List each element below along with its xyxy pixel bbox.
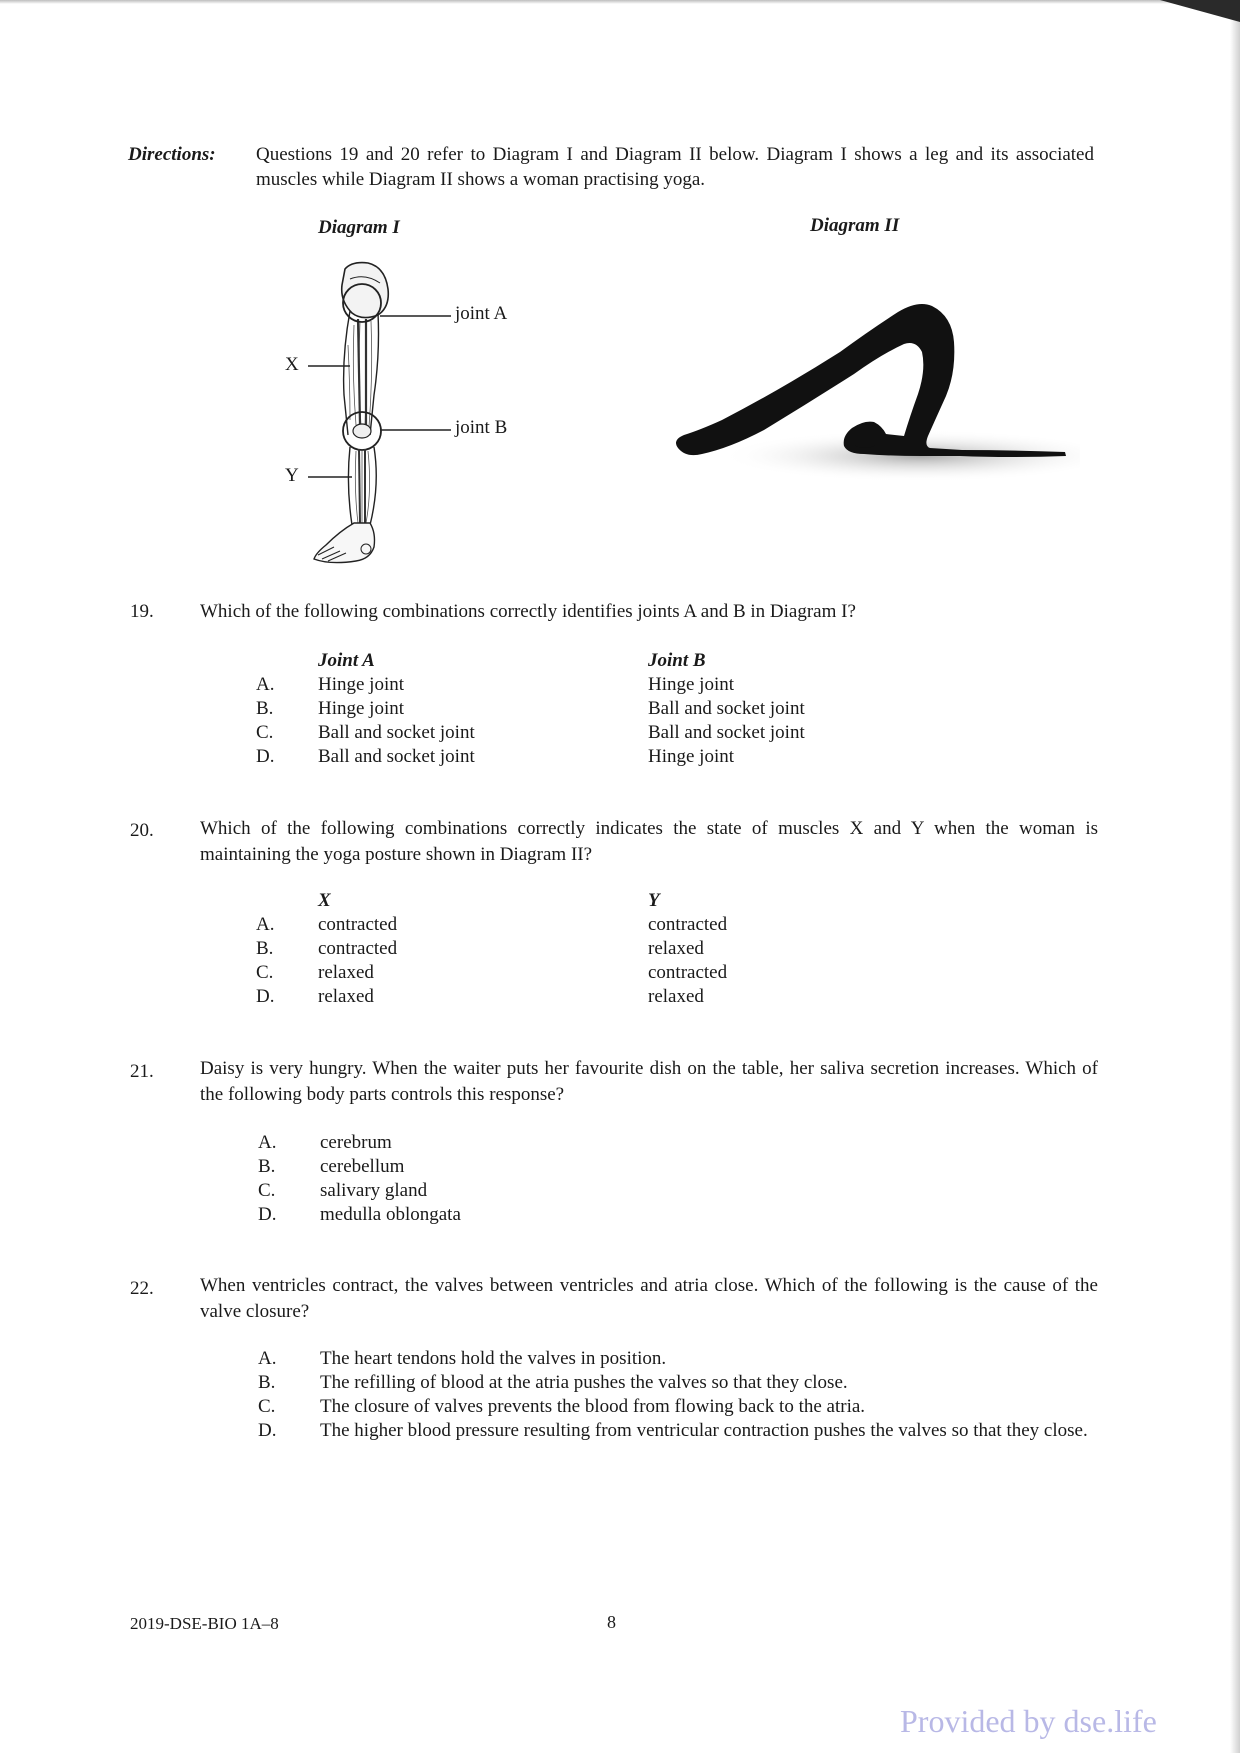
option-text: The higher blood pressure resulting from ventricular contraction pushes the valves so that they close. <box>320 1420 1088 1441</box>
option-letter: A. <box>256 914 275 935</box>
q21-number: 21. <box>130 1061 154 1082</box>
option-letter: C. <box>258 1396 276 1417</box>
q22-options <box>256 1347 1100 1443</box>
muscle-x-label: X <box>285 354 299 375</box>
option-muscle-x: relaxed <box>318 986 374 1007</box>
option-text: The refilling of blood at the atria pushes the valves so that they close. <box>320 1372 848 1393</box>
q19-col2-header: Joint B <box>648 650 706 671</box>
muscle-y-label: Y <box>285 465 299 486</box>
option-muscle-y: contracted <box>648 914 728 935</box>
option-muscle-x: contracted <box>318 938 398 959</box>
directions-text: Questions 19 and 20 refer to Diagram I and Diagram II below. Diagram I shows a leg and its associated muscles while Diagram II shows a woman practising yoga. <box>256 144 1094 190</box>
directions-label: Directions: <box>128 144 216 165</box>
option-letter: B. <box>258 1372 276 1393</box>
diagram-1-title: Diagram I <box>318 217 400 238</box>
option-muscle-y: relaxed <box>648 986 704 1007</box>
option-text: The closure of valves prevents the blood from flowing back to the atria. <box>320 1396 866 1417</box>
q20-col1-header: X <box>318 890 331 911</box>
option-joint-a: Hinge joint <box>318 674 405 695</box>
option-joint-a: Ball and socket joint <box>318 722 475 743</box>
scan-edge-right <box>1230 0 1240 1753</box>
scan-edge-top <box>0 0 1240 4</box>
q22-option-a[interactable] <box>256 1347 1100 1371</box>
scan-corner-shadow <box>1160 0 1240 22</box>
option-joint-b: Hinge joint <box>648 674 735 695</box>
q20-stem: Which of the following combinations correctly indicates the state of muscles X and Y when the woman is maintaining the yoga posture shown in Diagram II? <box>200 818 1098 865</box>
option-joint-a: Ball and socket joint <box>318 746 475 767</box>
option-joint-b: Hinge joint <box>648 746 735 767</box>
option-text: medulla oblongata <box>320 1204 461 1225</box>
q19-number: 19. <box>130 601 154 622</box>
option-muscle-x: relaxed <box>318 962 374 983</box>
option-letter: B. <box>258 1156 276 1177</box>
q21-option-a[interactable] <box>256 1131 1100 1155</box>
option-letter: A. <box>258 1348 277 1369</box>
watermark-text: Provided by dse.life <box>900 1703 1157 1739</box>
q21-option-c[interactable] <box>256 1179 1100 1203</box>
page-number: 8 <box>607 1612 616 1632</box>
q21-stem: Daisy is very hungry. When the waiter puts her favourite dish on the table, her saliva secretion increases. Which of the following body parts controls this response? <box>200 1058 1098 1105</box>
option-letter: D. <box>256 986 275 1007</box>
q19-stem: Which of the following combinations correctly identifies joints A and B in Diagram I? <box>200 601 856 622</box>
option-letter: A. <box>256 674 275 695</box>
q20-number: 20. <box>130 820 154 841</box>
q20-col2-header: Y <box>648 890 660 911</box>
option-muscle-y: relaxed <box>648 938 704 959</box>
option-letter: C. <box>256 962 274 983</box>
q21-option-d[interactable] <box>256 1203 1100 1227</box>
option-text: salivary gland <box>320 1180 428 1201</box>
option-letter: C. <box>256 722 274 743</box>
q19-col1-header: Joint A <box>318 650 375 671</box>
option-text: cerebrum <box>320 1132 392 1153</box>
q21-option-b[interactable] <box>256 1155 1100 1179</box>
option-joint-b: Ball and socket joint <box>648 698 805 719</box>
option-joint-b: Ball and socket joint <box>648 722 805 743</box>
option-letter: B. <box>256 938 274 959</box>
joint-a-label: joint A <box>455 303 508 324</box>
joint-b-label: joint B <box>455 417 508 438</box>
option-muscle-y: contracted <box>648 962 728 983</box>
option-letter: A. <box>258 1132 277 1153</box>
option-letter: C. <box>258 1180 276 1201</box>
option-letter: D. <box>258 1420 277 1441</box>
q22-stem: When ventricles contract, the valves between ventricles and atria close. Which of the following is the cause of the valve closure? <box>200 1275 1098 1322</box>
q22-option-d[interactable] <box>256 1419 1100 1443</box>
option-text: The heart tendons hold the valves in position. <box>320 1348 667 1369</box>
option-letter: D. <box>258 1204 277 1225</box>
option-letter: B. <box>256 698 274 719</box>
diagram-2-yoga-silhouette <box>660 290 1080 500</box>
q21-options <box>256 1131 1100 1227</box>
q22-option-c[interactable] <box>256 1395 1100 1419</box>
option-text: cerebellum <box>320 1156 405 1177</box>
diagram-2-title: Diagram II <box>810 215 900 236</box>
q22-number: 22. <box>130 1278 154 1299</box>
option-joint-a: Hinge joint <box>318 698 405 719</box>
option-letter: D. <box>256 746 275 767</box>
paper-code: 2019-DSE-BIO 1A–8 <box>130 1614 279 1633</box>
foot-bones-icon <box>314 523 375 563</box>
option-muscle-x: contracted <box>318 914 398 935</box>
q22-option-b[interactable] <box>256 1371 1100 1395</box>
